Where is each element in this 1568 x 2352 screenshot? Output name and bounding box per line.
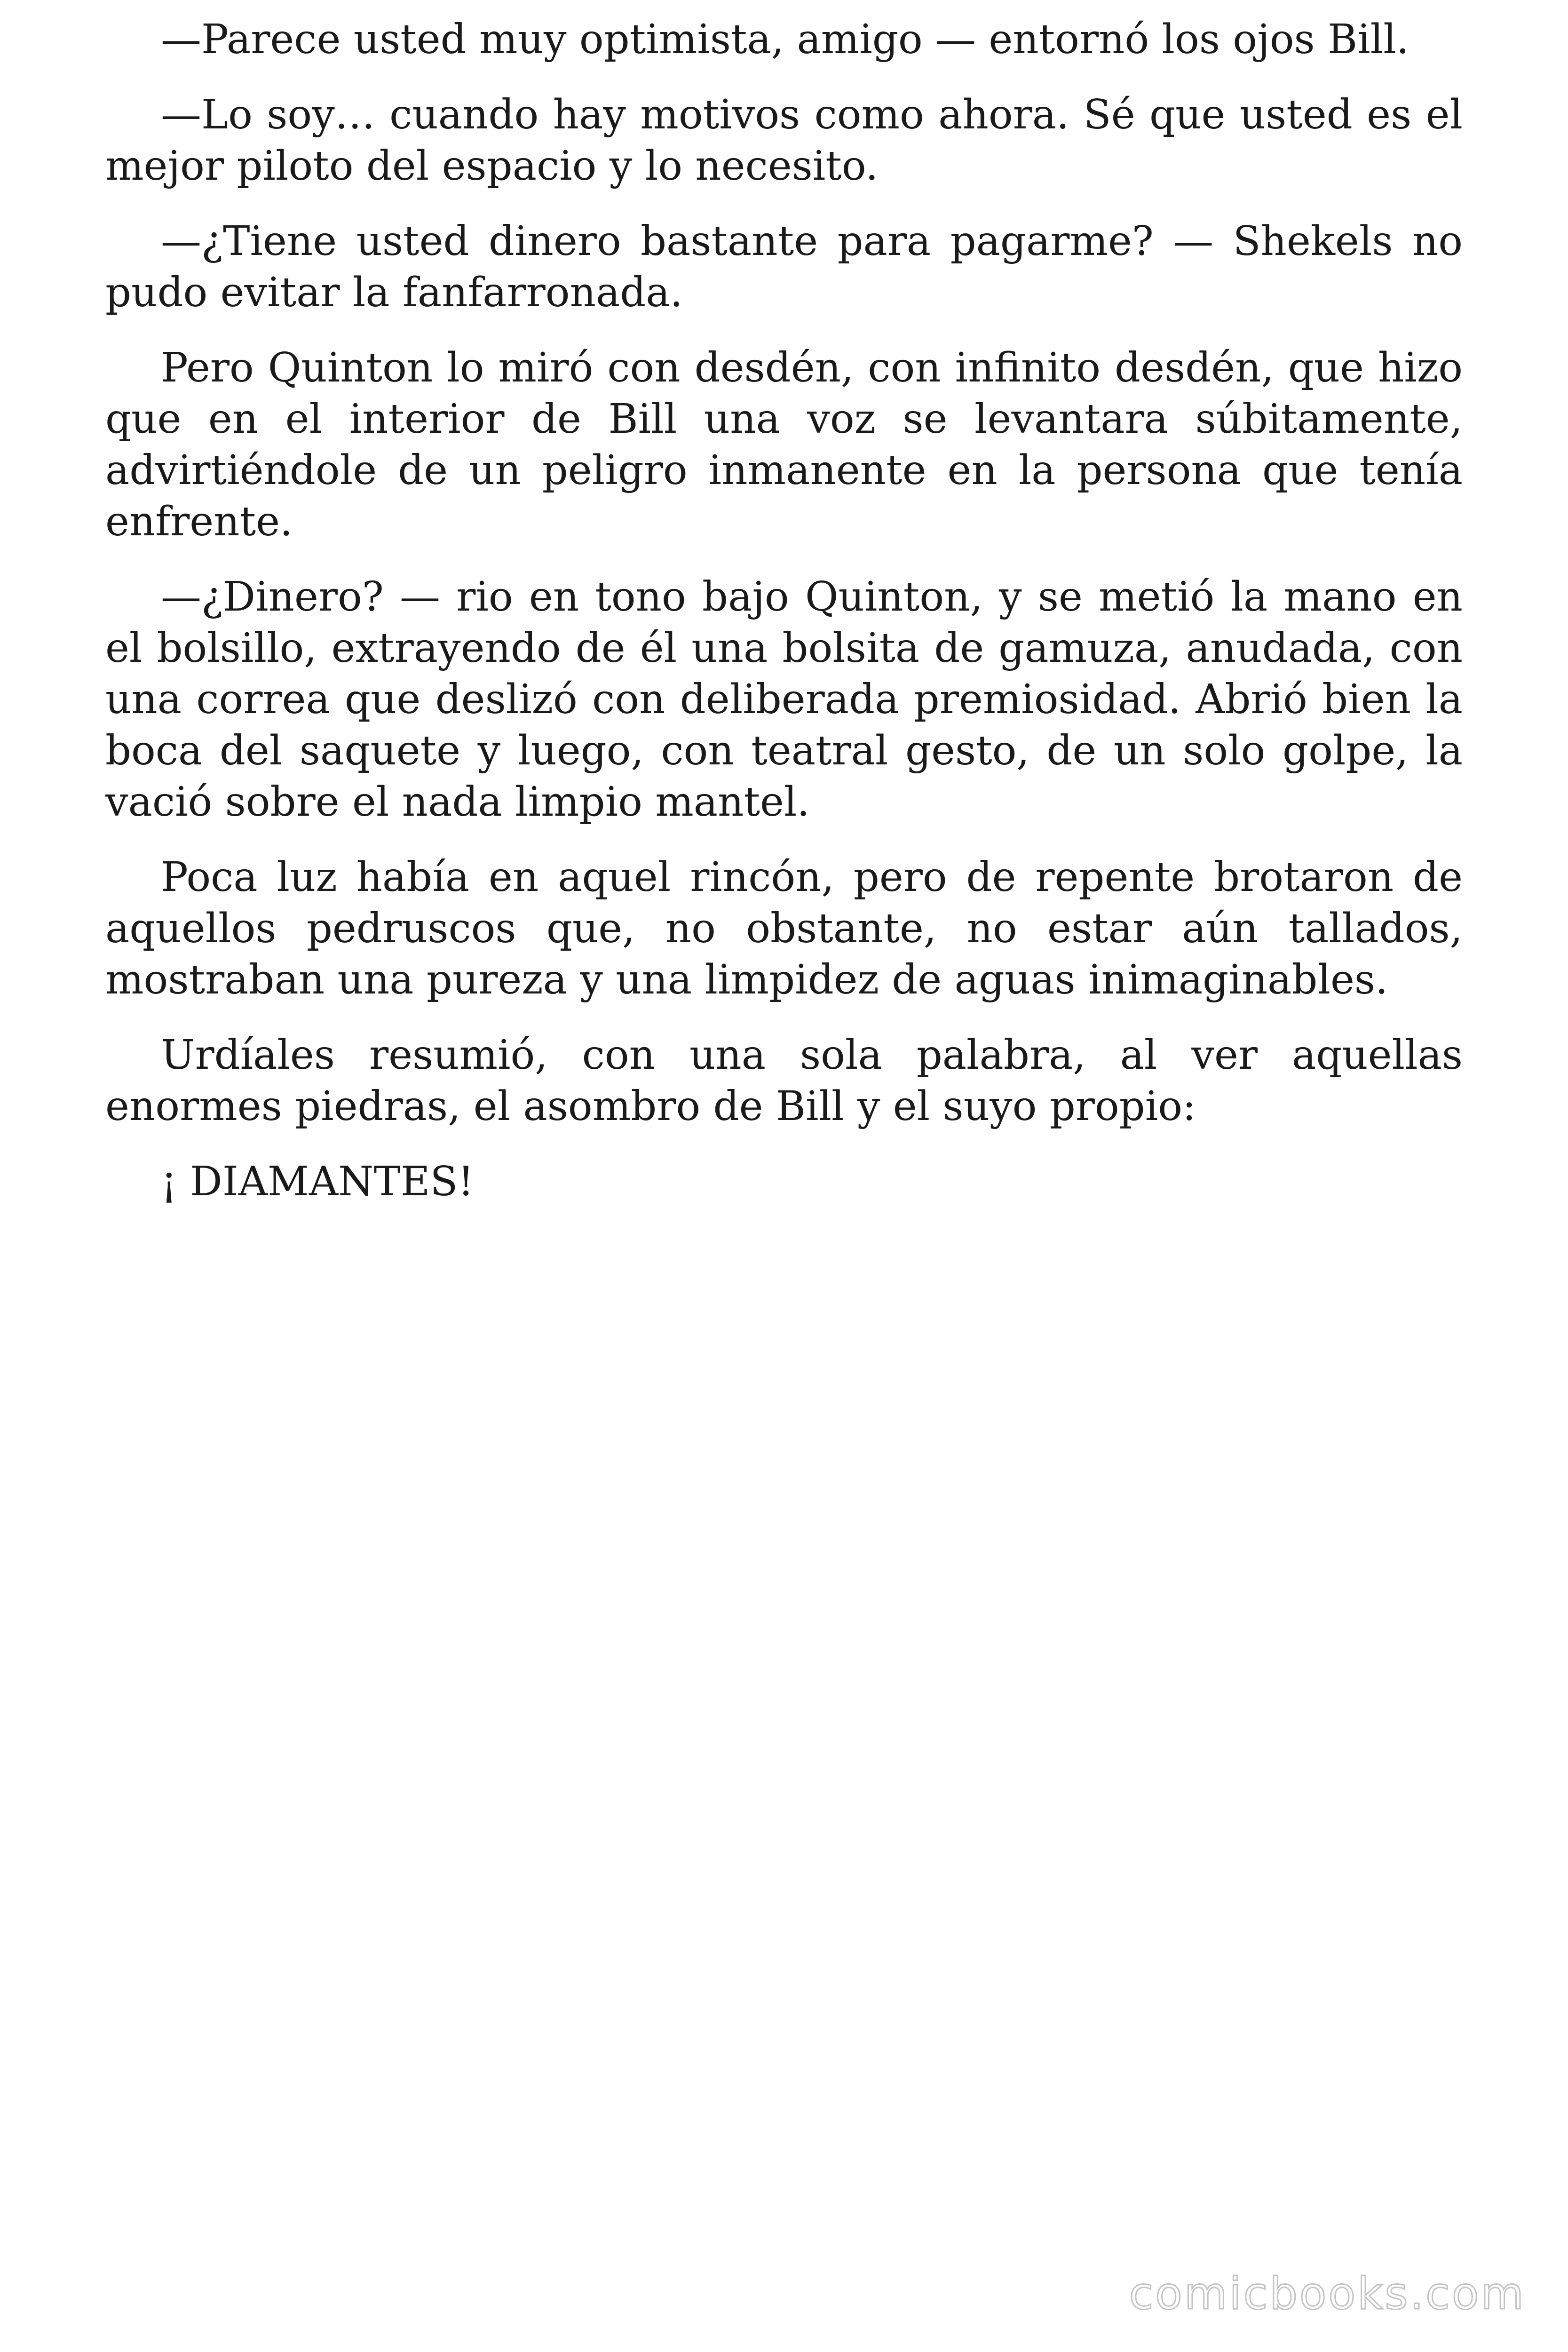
paragraph-2: —Lo soy… cuando hay motivos como ahora. Sé que usted es el mejor piloto del espacio y lo necesito. [105,91,1463,190]
watermark: comicbooks.com [1129,2268,1526,2320]
paragraph-3: —¿Tiene usted dinero bastante para pagarme? — Shekels no pudo evitar la fanfarronada. [105,218,1463,316]
paragraph-1: —Parece usted muy optimista, amigo — entornó los ojos Bill. [161,16,1410,63]
page-text [105,0,1463,1232]
paragraph-7: Urdíales resumió, con una sola palabra, al ver aquellas enormes piedras, el asombro de Bill y el suyo propio: [105,1032,1463,1130]
paragraph-4: Pero Quinton lo miró con desdén, con infinito desdén, que hizo que en el interior de Bill una voz se levantara súbitamente, advirtiéndole de un peligro inmanente en la persona que tenía enfrente. [105,344,1463,545]
paragraph-6: Poca luz había en aquel rincón, pero de repente brotaron de aquellos pedruscos que, no obstante, no estar aún tallados, mostraban una pureza y una limpidez de aguas inimaginables. [105,854,1463,1003]
paragraph-5: —¿Dinero? — rio en tono bajo Quinton, y se metió la mano en el bolsillo, extrayendo de él una bolsita de gamuza, anudada, con una correa que deslizó con deliberada premiosidad. Abrió bien la boca del saquete y luego, con teatral gesto, de un solo golpe, la vació sobre el nada limpio mantel. [105,573,1463,826]
paragraph-8: ¡ DIAMANTES! [161,1158,474,1205]
